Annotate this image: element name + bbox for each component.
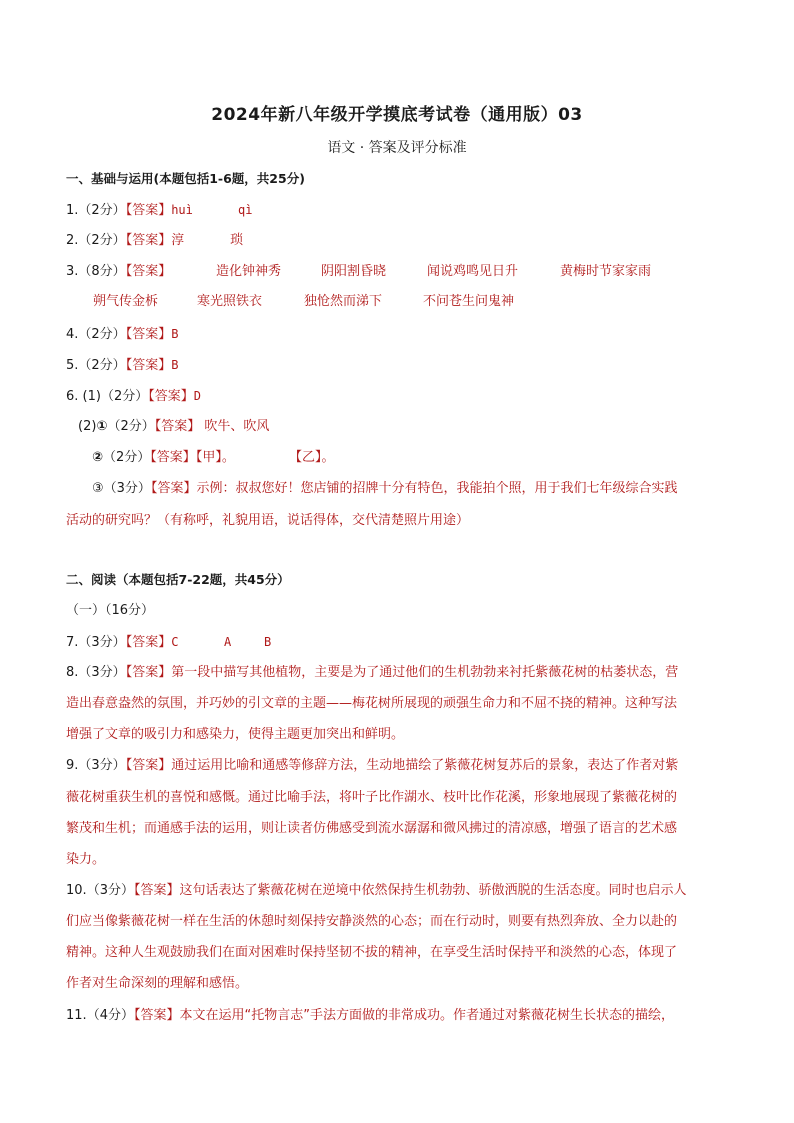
- question-score: （2分）: [107, 419, 155, 434]
- question-8: [66, 664, 678, 682]
- circled-number: ③: [92, 481, 104, 496]
- question-number: 11.: [66, 1008, 87, 1023]
- answer-poem-line: 寒光照铁衣: [197, 294, 263, 309]
- answer-value: C: [171, 635, 179, 649]
- circled-number: ②: [92, 450, 104, 465]
- answer-poem-line: 阴阳割昏晓: [321, 264, 387, 279]
- question-number: 4.: [66, 327, 79, 342]
- question-score: （8分）: [78, 264, 126, 279]
- answer-value: 吹牛、吹风: [204, 419, 270, 434]
- question-score: （2分）: [103, 450, 151, 465]
- answer-tag: 【答案】: [154, 419, 201, 434]
- answer-text: 示例：叔叔您好！您店铺的招牌十分有特色，我能拍个照，用于我们七年级综合实践: [196, 481, 678, 496]
- answer-text: 这句话表达了紫薇花树在逆境中依然保持生机勃勃、骄傲洒脱的生活态度。同时也启示人: [179, 883, 687, 898]
- question-9: [66, 757, 678, 775]
- answer-value: 淳: [171, 233, 185, 248]
- answer-value: 琐: [230, 233, 244, 248]
- question-number: 8.: [66, 665, 79, 680]
- question-score: （2分）: [100, 389, 149, 404]
- question-number: 1.: [66, 203, 79, 218]
- part-label: (2): [78, 419, 97, 434]
- question-6-part-1: [66, 387, 201, 406]
- question-11: [66, 1007, 674, 1025]
- question-score: （3分）: [78, 665, 126, 680]
- answer-tag: 【答案】: [125, 665, 172, 680]
- answer-value: huì: [171, 203, 193, 217]
- question-6-part-2-3: [92, 480, 677, 498]
- question-score: （3分）: [103, 481, 151, 496]
- section-2-heading: 二、阅读（本题包括7-22题，共45分）: [66, 572, 290, 587]
- question-score: （3分）: [78, 635, 126, 650]
- answer-poem-line: 朔气传金柝: [93, 294, 159, 309]
- answer-text: 本文在运用“托物言志”手法方面做的非常成功。作者通过对紫薇花树生长状态的描绘，: [179, 1008, 674, 1023]
- answer-poem-line: 闻说鸡鸣见日升: [427, 264, 519, 279]
- answer-tag: 【答案】: [150, 481, 197, 496]
- question-number: 7.: [66, 635, 79, 650]
- answer-tag: 【答案】: [133, 883, 180, 898]
- answer-tag: 【答案】: [125, 264, 172, 279]
- answer-tag: 【答案】: [125, 233, 172, 248]
- question-number: 10.: [66, 883, 87, 898]
- question-6-part-2-1: [78, 418, 269, 436]
- answer-text: 通过运用比喻和通感等修辞方法，生动地描绘了紫薇花树复苏后的景象，表达了作者对紫: [171, 758, 679, 773]
- answer-text: 增强了文章的吸引力和感染力，使得主题更加突出和鲜明。: [66, 727, 405, 742]
- answer-tag: 【答案】: [133, 1008, 180, 1023]
- answer-value: 【甲】。: [195, 450, 235, 465]
- question-4: [66, 325, 178, 344]
- answer-text: 精神。这种人生观鼓励我们在面对困难时保持坚韧不拔的精神，在享受生活时保持平和淡然的心态，体现了: [66, 945, 678, 960]
- question-5: [66, 356, 178, 375]
- answer-text: 薇花树重获生机的喜悦和感慨。通过比喻手法，将叶子比作湖水、枝叶比作花溪，形象地展现了紫薇花树的: [66, 790, 678, 805]
- question-score: （3分）: [86, 883, 134, 898]
- answer-value: A: [224, 635, 232, 649]
- answer-text: 染力。: [66, 852, 106, 867]
- question-3: [66, 263, 652, 281]
- question-number: 5.: [66, 358, 79, 373]
- answer-tag: 【答案】: [125, 758, 172, 773]
- answer-poem-line: 造化钟神秀: [216, 264, 282, 279]
- question-score: （4分）: [86, 1008, 134, 1023]
- question-score: （2分）: [78, 233, 126, 248]
- answer-text: 活动的研究吗？（有称呼，礼貌用语，说话得体，交代清楚照片用途）: [66, 513, 470, 528]
- question-score: （3分）: [78, 758, 126, 773]
- answer-value: B: [171, 358, 179, 372]
- question-6-part-2-2: [92, 449, 335, 467]
- question-7: [66, 633, 272, 652]
- answer-poem-line: 不问苍生问鬼神: [423, 294, 515, 309]
- answer-value: 【乙】。: [289, 450, 335, 465]
- question-10: [66, 882, 687, 900]
- answer-value: D: [193, 389, 201, 403]
- question-3-continued: [93, 293, 515, 311]
- circled-number: ①: [96, 419, 108, 434]
- answer-text: 第一段中描写其他植物，主要是为了通过他们的生机勃勃来衬托紫薇花树的枯萎状态，营: [171, 665, 679, 680]
- page-title: 2024年新八年级开学摸底考试卷（通用版）03: [211, 105, 583, 125]
- answer-tag: 【答案】: [148, 389, 194, 404]
- answer-value: B: [171, 327, 179, 341]
- answer-value: qì: [238, 203, 253, 217]
- answer-tag: 【答案】: [125, 635, 172, 650]
- question-number: 9.: [66, 758, 79, 773]
- question-number: 6.: [66, 389, 79, 404]
- question-number: 2.: [66, 233, 79, 248]
- answer-tag: 【答案】: [150, 450, 196, 465]
- question-score: （2分）: [78, 327, 126, 342]
- answer-text: 作者对生命深刻的理解和感悟。: [66, 976, 249, 991]
- question-1: [66, 201, 253, 220]
- part-label: (1): [82, 389, 101, 404]
- question-score: （2分）: [78, 203, 126, 218]
- section-1-heading: 一、基础与运用(本题包括1-6题，共25分): [66, 171, 305, 186]
- question-number: 3.: [66, 264, 79, 279]
- question-score: （2分）: [78, 358, 126, 373]
- answer-value: B: [264, 635, 272, 649]
- answer-poem-line: 黄梅时节家家雨: [560, 264, 652, 279]
- answer-tag: 【答案】: [125, 358, 172, 373]
- answer-text: 繁茂和生机；而通感手法的运用，则让读者仿佛感受到流水潺潺和微风拂过的清凉感，增强了语言的艺术感: [66, 821, 678, 836]
- page-subtitle: 语文 · 答案及评分标准: [327, 140, 467, 156]
- answer-text: 们应当像紫薇花树一样在生活的休憩时刻保持安静淡然的心态；而在行动时，则要有热烈奔放、全力以赴的: [66, 914, 678, 929]
- subsection-heading: （一）（16分）: [66, 603, 155, 618]
- answer-poem-line: 独怆然而涕下: [304, 294, 383, 309]
- answer-tag: 【答案】: [125, 327, 172, 342]
- answer-text: 造出春意盎然的氛围，并巧妙的引文章的主题——梅花树所展现的顽强生命力和不屈不挠的精神。这种写法: [66, 696, 678, 711]
- question-2: [66, 232, 244, 250]
- answer-tag: 【答案】: [125, 203, 172, 218]
